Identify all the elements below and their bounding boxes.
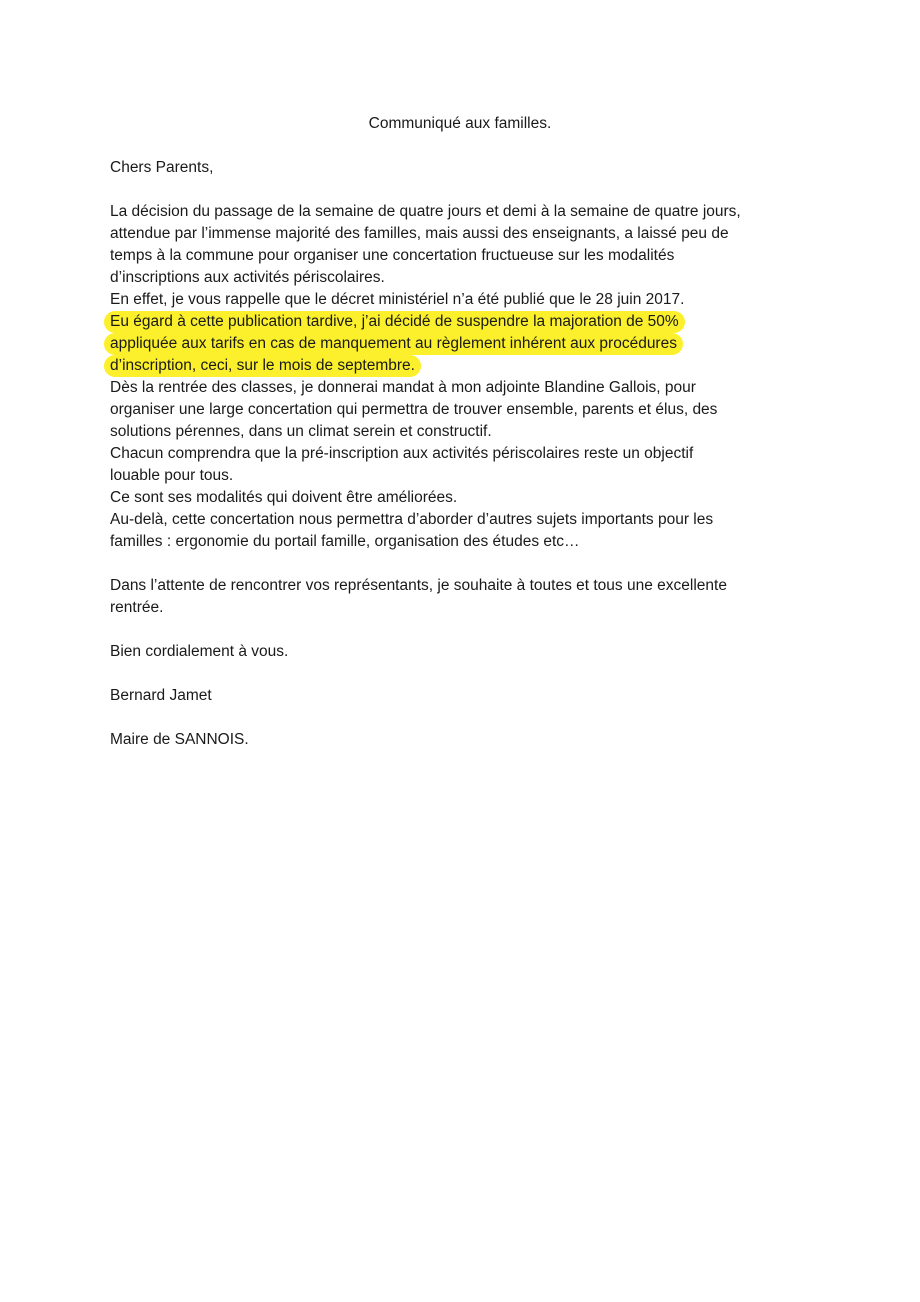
paragraph-1-line: En effet, je vous rappelle que le décret ministériel n’a été publié que le 28 juin 2017. <box>110 291 685 308</box>
highlighted-line <box>110 355 810 377</box>
blank-line <box>110 663 810 685</box>
paragraph-2-line: familles : ergonomie du portail famille, organisation des études etc… <box>110 533 580 550</box>
highlighted-line <box>110 311 810 333</box>
paragraph-2-line: Chacun comprendra que la pré-inscription aux activités périscolaires reste un objectif <box>110 445 694 462</box>
blank-line <box>110 179 810 201</box>
paragraph-2-line: organiser une large concertation qui permettra de trouver ensemble, parents et élus, des <box>110 401 718 418</box>
closing: Bien cordialement à vous. <box>110 643 289 660</box>
paragraph-1-line: d’inscriptions aux activités périscolaires. <box>110 269 385 286</box>
paragraph-2-line: louable pour tous. <box>110 467 234 484</box>
salutation: Chers Parents, <box>110 159 214 176</box>
paragraph-3-line: Dans l’attente de rencontrer vos représentants, je souhaite à toutes et tous une excellente <box>110 577 727 594</box>
paragraph-2-line: solutions pérennes, dans un climat serein et constructif. <box>110 423 492 440</box>
highlighted-line <box>110 333 810 355</box>
paragraph-3-line: rentrée. <box>110 599 164 616</box>
signature-name: Bernard Jamet <box>110 687 212 704</box>
blank-line <box>110 553 810 575</box>
paragraph-2-line: Au-delà, cette concertation nous permettra d’aborder d’autres sujets importants pour les <box>110 511 714 528</box>
blank-line <box>110 619 810 641</box>
signature-title: Maire de SANNOIS. <box>110 731 249 748</box>
document-title: Communiqué aux familles. <box>368 115 552 132</box>
blank-line <box>110 707 810 729</box>
highlight-text: Eu égard à cette publication tardive, j’ai décidé de suspendre la majoration de 50% <box>104 311 685 333</box>
letter-body <box>110 157 810 751</box>
paragraph-2-line: Ce sont ses modalités qui doivent être améliorées. <box>110 489 458 506</box>
paragraph-2-line: Dès la rentrée des classes, je donnerai mandat à mon adjointe Blandine Gallois, pour <box>110 379 696 396</box>
highlight-text: d’inscription, ceci, sur le mois de septembre. <box>104 355 421 377</box>
highlight-text: appliquée aux tarifs en cas de manquement au règlement inhérent aux procédures <box>104 333 683 355</box>
paragraph-1-line: La décision du passage de la semaine de quatre jours et demi à la semaine de quatre jours, <box>110 203 741 220</box>
paragraph-1-line: attendue par l’immense majorité des familles, mais aussi des enseignants, a laissé peu de <box>110 225 729 242</box>
paragraph-1-line: temps à la commune pour organiser une concertation fructueuse sur les modalités <box>110 247 675 264</box>
